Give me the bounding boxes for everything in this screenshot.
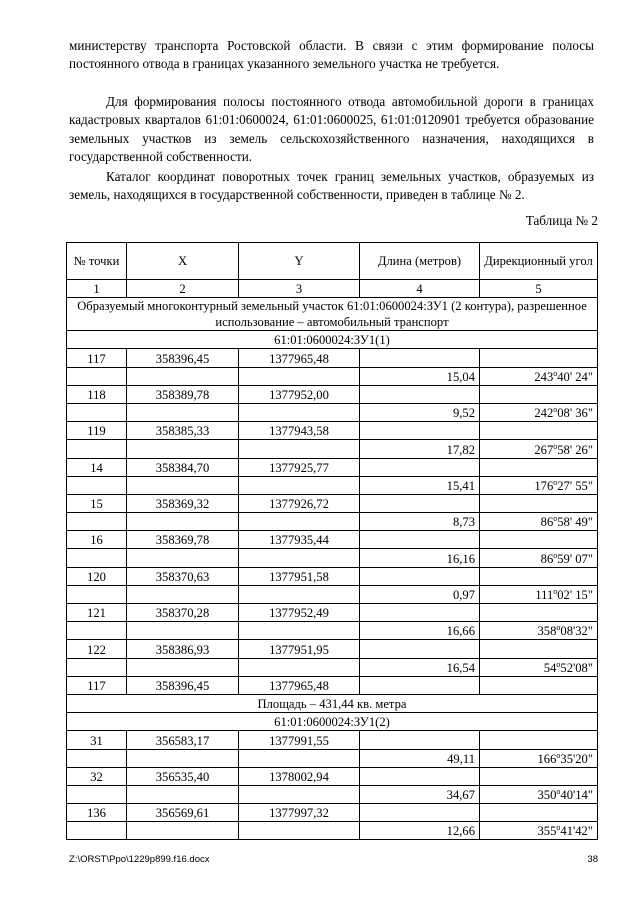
column-number: 1	[67, 280, 127, 298]
table-row	[67, 804, 598, 822]
direction-angle	[480, 749, 598, 767]
angle-min-sec: 02' 15"	[557, 588, 593, 602]
angle-degrees: 86	[540, 515, 554, 530]
direction-angle	[480, 785, 598, 803]
degree-mark: o	[553, 477, 558, 487]
table-row	[67, 658, 598, 676]
degree-mark: o	[553, 405, 558, 415]
coord-y: 1377925,77	[239, 458, 360, 476]
direction-angle	[480, 476, 598, 494]
coord-y: 1377997,32	[239, 804, 360, 822]
contour-2-title: 61:01:0600024:ЗУ1(2)	[67, 713, 598, 731]
segment-length: 0,97	[360, 585, 480, 603]
angle-min-sec: 40' 24"	[557, 369, 593, 384]
coord-x: 358386,93	[127, 640, 239, 658]
direction-angle	[480, 440, 598, 458]
angle-degrees: 267	[534, 442, 554, 457]
coord-y: 1378002,94	[239, 767, 360, 785]
direction-angle	[480, 622, 598, 640]
column-number: 2	[127, 280, 239, 298]
table-caption: Таблица № 2	[525, 213, 598, 228]
table-row	[67, 367, 598, 385]
section-title: Образуемый многоконтурный земельный участок 61:01:0600024:ЗУ1 (2 контура), разрешенное использование – автомобильный транспорт	[67, 298, 598, 331]
table-row	[67, 604, 598, 622]
table-row	[67, 585, 598, 603]
angle-degrees: 166	[537, 751, 557, 766]
coord-x: 358385,33	[127, 422, 239, 440]
coord-y: 1377943,58	[239, 422, 360, 440]
point-number: 15	[67, 494, 127, 512]
coord-y: 1377951,58	[239, 567, 360, 585]
footer-file-path: Z:\ORST\Ppo\1229p899.f16.docx	[69, 854, 210, 865]
angle-degrees: 176	[534, 478, 554, 493]
degree-mark: o	[556, 787, 561, 797]
angle-min-sec: 58' 26"	[557, 442, 593, 457]
angle-min-sec: 41'42"	[560, 824, 593, 839]
point-number: 14	[67, 458, 127, 476]
table-row	[67, 422, 598, 440]
coord-x: 356535,40	[127, 767, 239, 785]
degree-mark: o	[556, 823, 561, 833]
point-number: 117	[67, 349, 127, 367]
coordinates-table	[66, 242, 598, 840]
coord-y: 1377952,00	[239, 385, 360, 403]
segment-length: 15,41	[360, 476, 480, 494]
direction-angle	[480, 403, 598, 421]
degree-mark: o	[556, 623, 561, 633]
footer-page-number: 38	[587, 854, 598, 865]
degree-mark: o	[556, 659, 561, 669]
degree-mark: o	[553, 368, 558, 378]
table-row	[67, 622, 598, 640]
coord-y: 1377965,48	[239, 676, 360, 694]
intro-paragraph-2: Для формирования полосы постоянного отвода автомобильной дороги в границах кадастровых кварталов 61:01:0600024, 61:01:0600025, 61:01:0120901 требуется образование земельных участков из земель сельскохозяйственного назначения, находящихся в государственной собственности.	[69, 94, 594, 165]
angle-degrees: 358	[537, 624, 557, 639]
contour-title-row	[67, 331, 598, 349]
table-header-row	[67, 243, 598, 280]
segment-length: 8,73	[360, 513, 480, 531]
intro-paragraph-3: Каталог координат поворотных точек границ земельных участков, образуемых из земель, находящихся в государственной собственности, приведен в таблице № 2.	[69, 169, 594, 203]
contour-1-title: 61:01:0600024:ЗУ1(1)	[67, 331, 598, 349]
direction-angle	[480, 513, 598, 531]
table-row	[67, 676, 598, 694]
contour-title-row	[67, 713, 598, 731]
segment-length: 16,66	[360, 622, 480, 640]
table-row	[67, 385, 598, 403]
coord-y: 1377951,95	[239, 640, 360, 658]
table-row	[67, 440, 598, 458]
table-row	[67, 549, 598, 567]
segment-length: 12,66	[360, 822, 480, 840]
table-row	[67, 767, 598, 785]
direction-angle	[480, 367, 598, 385]
point-number: 16	[67, 531, 127, 549]
table-row	[67, 458, 598, 476]
point-number: 136	[67, 804, 127, 822]
table-row	[67, 785, 598, 803]
coord-y: 1377952,49	[239, 604, 360, 622]
angle-degrees: 243	[534, 369, 554, 384]
coord-y: 1377926,72	[239, 494, 360, 512]
angle-min-sec: 58' 49"	[557, 515, 593, 530]
area-text: Площадь – 431,44 кв. метра	[67, 694, 598, 712]
direction-angle	[480, 822, 598, 840]
coord-x: 358389,78	[127, 385, 239, 403]
table-row	[67, 567, 598, 585]
coord-x: 358370,28	[127, 604, 239, 622]
angle-min-sec: 35'20"	[560, 751, 593, 766]
angle-min-sec: 52'08"	[560, 660, 593, 675]
point-number: 119	[67, 422, 127, 440]
direction-angle	[480, 549, 598, 567]
table-row	[67, 476, 598, 494]
table-row	[67, 731, 598, 749]
coord-x: 356583,17	[127, 731, 239, 749]
segment-length: 16,54	[360, 658, 480, 676]
table-row	[67, 640, 598, 658]
angle-degrees: 355	[537, 824, 557, 839]
direction-angle	[480, 658, 598, 676]
point-number: 122	[67, 640, 127, 658]
segment-length: 15,04	[360, 367, 480, 385]
point-number: 117	[67, 676, 127, 694]
point-number: 118	[67, 385, 127, 403]
section-title-row	[67, 298, 598, 331]
degree-mark: o	[553, 587, 558, 596]
degree-mark: o	[553, 550, 558, 560]
column-number-row	[67, 280, 598, 298]
column-number: 4	[360, 280, 480, 298]
direction-angle	[480, 585, 598, 603]
header-direction-angle: Дирекционный угол	[480, 243, 598, 280]
point-number: 31	[67, 731, 127, 749]
degree-mark: o	[553, 441, 558, 451]
coord-y: 1377991,55	[239, 731, 360, 749]
table-row	[67, 403, 598, 421]
table-row	[67, 822, 598, 840]
angle-degrees: 242	[534, 406, 554, 421]
header-length: Длина (метров)	[360, 243, 480, 280]
segment-length: 17,82	[360, 440, 480, 458]
angle-degrees: 350	[537, 788, 557, 803]
point-number: 32	[67, 767, 127, 785]
coord-x: 358396,45	[127, 349, 239, 367]
table-row	[67, 349, 598, 367]
segment-length: 49,11	[360, 749, 480, 767]
coord-y: 1377965,48	[239, 349, 360, 367]
angle-degrees: 54	[543, 660, 557, 675]
angle-min-sec: 59' 07"	[557, 551, 593, 566]
angle-degrees: 86	[540, 551, 554, 566]
header-point-no: № точки	[67, 243, 127, 280]
point-number: 120	[67, 567, 127, 585]
table-body	[67, 280, 598, 840]
coord-x: 358369,32	[127, 494, 239, 512]
segment-length: 34,67	[360, 785, 480, 803]
table-row	[67, 513, 598, 531]
angle-min-sec: 40'14"	[560, 788, 593, 803]
column-number: 5	[480, 280, 598, 298]
column-number: 3	[239, 280, 360, 298]
degree-mark: o	[553, 514, 558, 524]
table-row	[67, 531, 598, 549]
table-row	[67, 749, 598, 767]
coord-x: 358369,78	[127, 531, 239, 549]
segment-length: 9,52	[360, 403, 480, 421]
coord-x: 358370,63	[127, 567, 239, 585]
header-y: Y	[239, 243, 360, 280]
segment-length: 16,16	[360, 549, 480, 567]
angle-min-sec: 08' 36"	[557, 406, 593, 421]
angle-min-sec: 08'32"	[560, 624, 593, 639]
point-number: 121	[67, 604, 127, 622]
area-row	[67, 694, 598, 712]
header-x: X	[127, 243, 239, 280]
angle-min-sec: 27' 55"	[557, 478, 593, 493]
intro-paragraph-1: министерству транспорта Ростовской области. В связи с этим формирование полосы постоянного отвода в границах указанного земельного участка не требуется.	[69, 38, 594, 72]
coord-x: 358396,45	[127, 676, 239, 694]
degree-mark: o	[556, 750, 561, 760]
coord-x: 356569,61	[127, 804, 239, 822]
angle-degrees: 111	[535, 588, 554, 602]
coord-y: 1377935,44	[239, 531, 360, 549]
table-row	[67, 494, 598, 512]
coord-x: 358384,70	[127, 458, 239, 476]
